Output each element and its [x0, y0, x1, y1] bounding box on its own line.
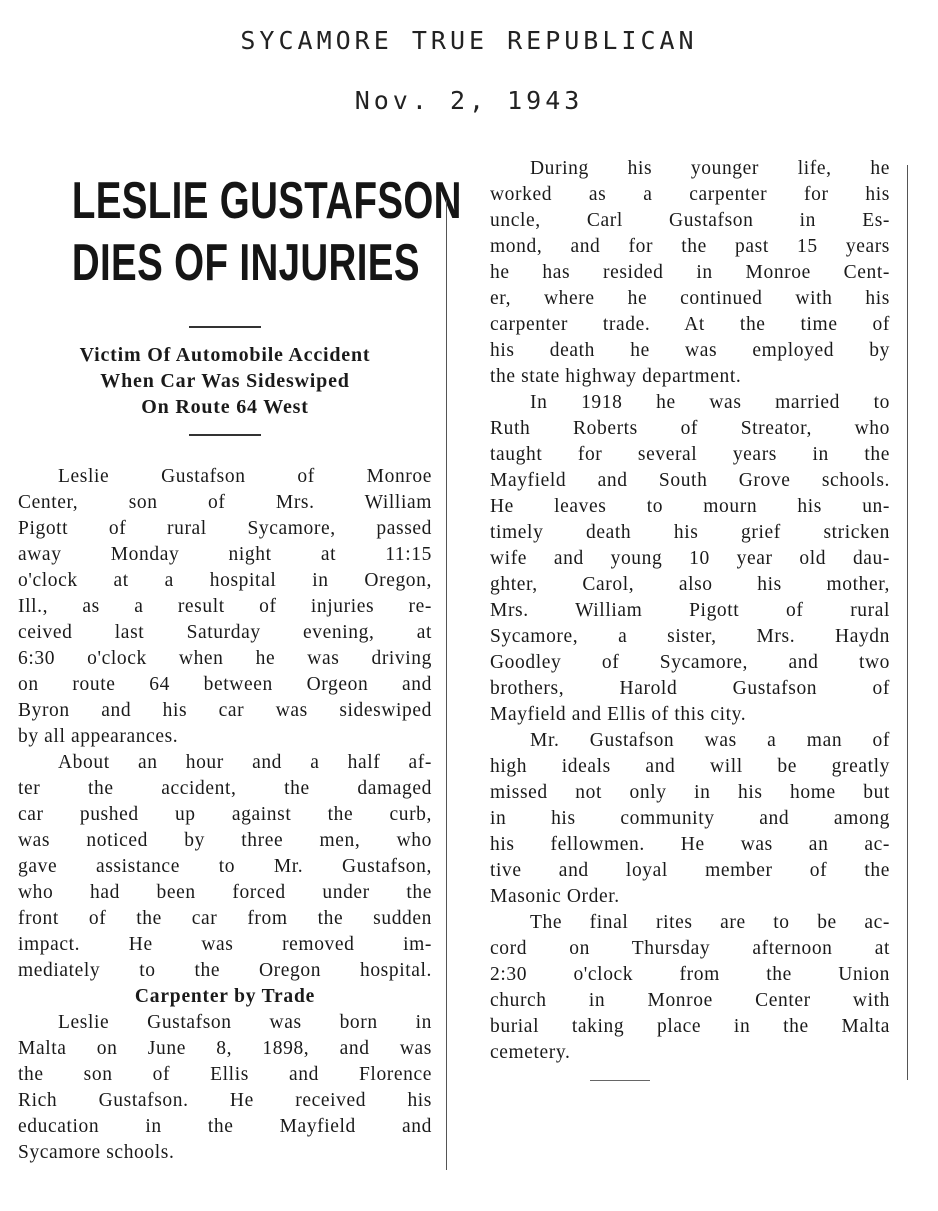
text-line: Goodley of Sycamore, and two [490, 652, 890, 673]
text-line: Ruth Roberts of Streator, who [490, 418, 890, 439]
text-line: carpenter trade. At the time of [490, 314, 890, 335]
text-line: Masonic Order. [490, 886, 620, 907]
text-line: in his community and among [490, 808, 890, 829]
text-line: mond, and for the past 15 years [490, 236, 890, 257]
text-line: he has resided in Monroe Cent- [490, 262, 890, 283]
text-line: gave assistance to Mr. Gustafson, [18, 856, 432, 877]
text-line: Ill., as a result of injuries re- [18, 596, 432, 617]
text-line: mediately to the Oregon hospital. [18, 960, 432, 981]
column-rule [907, 165, 908, 1080]
text-line: on route 64 between Orgeon and [18, 674, 432, 695]
text-line: his fellowmen. He was an ac- [490, 834, 890, 855]
text-line: The final rites are to be ac- [530, 912, 890, 933]
article-body-left [18, 464, 432, 1166]
deck-line: On Route 64 West [141, 396, 309, 418]
headline-rule [189, 326, 261, 328]
text-line: cord on Thursday afternoon at [490, 938, 890, 959]
text-line: Mayfield and South Grove schools. [490, 470, 890, 491]
publication-date: Nov. 2, 1943 [354, 86, 584, 115]
text-line: Rich Gustafson. He received his [18, 1090, 432, 1111]
text-line: During his younger life, he [530, 158, 890, 179]
text-line: who had been forced under the [18, 882, 432, 903]
deck-line: When Car Was Sideswiped [100, 370, 350, 392]
text-line: o'clock at a hospital in Oregon, [18, 570, 432, 591]
text-line: away Monday night at 11:15 [18, 544, 432, 565]
text-line: Leslie Gustafson was born in [58, 1012, 432, 1033]
text-line: Byron and his car was sideswiped [18, 700, 432, 721]
headline-line: LESLIE GUSTAFSON [71, 172, 462, 230]
text-line: timely death his grief stricken [490, 522, 890, 543]
text-line: brothers, Harold Gustafson of [490, 678, 890, 699]
text-line: Mr. Gustafson was a man of [530, 730, 890, 751]
text-line: 6:30 o'clock when he was driving [18, 648, 432, 669]
text-line: ceived last Saturday evening, at [18, 622, 432, 643]
text-line: 2:30 o'clock from the Union [490, 964, 890, 985]
text-line: by all appearances. [18, 726, 179, 747]
deck-line: Victim Of Automobile Accident [79, 344, 371, 366]
text-line: About an hour and a half af- [58, 752, 432, 773]
text-line: tive and loyal member of the [490, 860, 890, 881]
text-line: the son of Ellis and Florence [18, 1064, 432, 1085]
text-line: high ideals and will be greatly [490, 756, 890, 777]
text-line: taught for several years in the [490, 444, 890, 465]
article-right-column [490, 156, 890, 1066]
text-line: cemetery. [490, 1042, 571, 1063]
text-line: He leaves to mourn his un- [490, 496, 890, 517]
headline [18, 170, 462, 308]
text-line: er, where he continued with his [490, 288, 890, 309]
text-line: was noticed by three men, who [18, 830, 432, 851]
deck-rule [189, 434, 261, 436]
text-line: education in the Mayfield and [18, 1116, 432, 1137]
text-line: wife and young 10 year old dau- [490, 548, 890, 569]
text-line: Sycamore, a sister, Mrs. Haydn [490, 626, 890, 647]
text-line: Mrs. William Pigott of rural [490, 600, 890, 621]
text-line: church in Monroe Center with [490, 990, 890, 1011]
text-line: Mayfield and Ellis of this city. [490, 704, 747, 725]
text-line: car pushed up against the curb, [18, 804, 432, 825]
text-line: ghter, Carol, also his mother, [490, 574, 890, 595]
headline-line: DIES OF INJURIES [71, 234, 420, 292]
text-line: front of the car from the sudden [18, 908, 432, 929]
text-line: impact. He was removed im- [18, 934, 432, 955]
text-line: missed not only in his home but [490, 782, 890, 803]
deck [18, 342, 432, 420]
text-line: uncle, Carl Gustafson in Es- [490, 210, 890, 231]
end-of-article-rule [590, 1080, 650, 1081]
text-line: In 1918 he was married to [530, 392, 890, 413]
text-line: Sycamore schools. [18, 1142, 175, 1163]
subhead: Carpenter by Trade [134, 986, 316, 1007]
text-line: burial taking place in the Malta [490, 1016, 890, 1037]
text-line: Center, son of Mrs. William [18, 492, 432, 513]
text-line: ter the accident, the damaged [18, 778, 432, 799]
text-line: the state highway department. [490, 366, 742, 387]
column-rule [446, 200, 447, 1170]
text-line: worked as a carpenter for his [490, 184, 890, 205]
text-line: his death he was employed by [490, 340, 890, 361]
newspaper-name: SYCAMORE TRUE REPUBLICAN [240, 26, 698, 55]
text-line: Leslie Gustafson of Monroe [58, 466, 432, 487]
text-line: Malta on June 8, 1898, and was [18, 1038, 432, 1059]
article-left-column [18, 170, 462, 1166]
text-line: Pigott of rural Sycamore, passed [18, 518, 432, 539]
